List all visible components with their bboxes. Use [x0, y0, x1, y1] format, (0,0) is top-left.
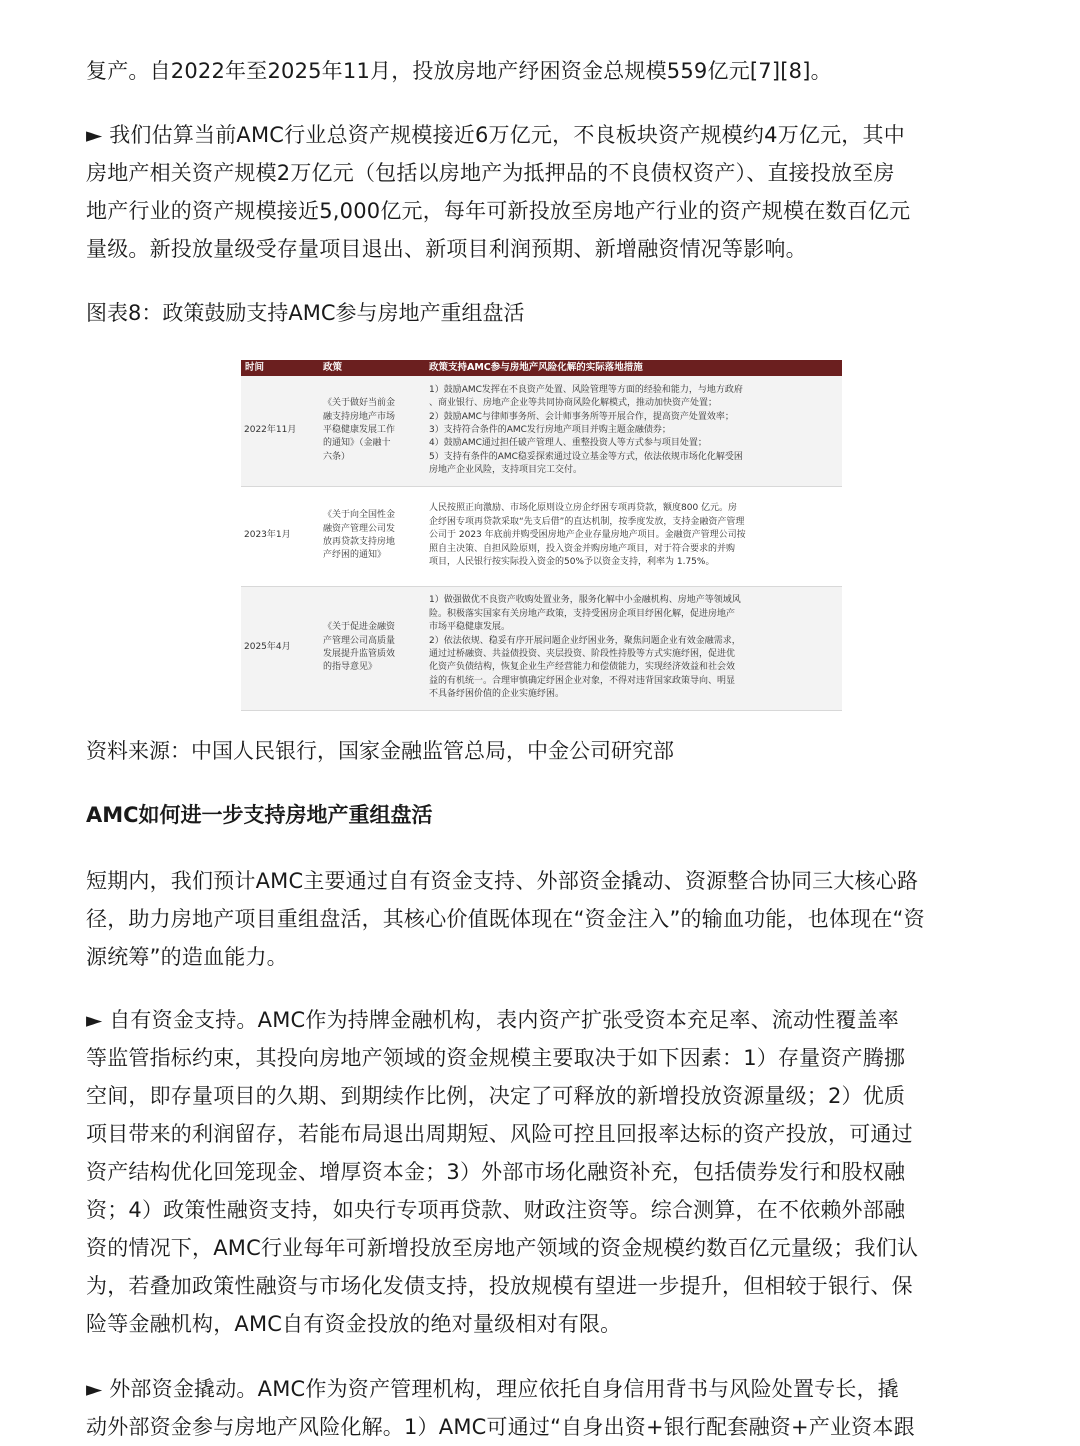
source-note: 资料来源：中国人民银行，国家金融监管总局，中金公司研究部 [86, 739, 674, 763]
cell-measures [425, 376, 842, 486]
paragraph-line: 径，助力房地产项目重组盘活，其核心价值既体现在“资金注入”的输血功能，也体现在“资 [86, 907, 925, 931]
measure-line: 、商业银行、房地产企业等共同协商风险化解模式，推动加快资产处置； [429, 398, 718, 409]
paragraph-line: 为，若叠加政策性融资与市场化发债支持，投放规模有望进一步提升，但相较于银行、保 [86, 1274, 913, 1298]
policy-line: 的指导意见》 [323, 662, 378, 673]
table-row [241, 376, 842, 486]
cell-measures [425, 586, 842, 710]
measure-line: 企纾困专项再贷款采取“先支后借”的直达机制，按季度发放，支持金融资产管理 [429, 516, 745, 527]
measure-line: 人民按照正向激励、市场化原则设立房企纾困专项再贷款，额度800 亿元。房 [429, 503, 738, 514]
policy-line: 融支持房地产市场 [323, 411, 396, 422]
policy-line: 六条） [323, 451, 351, 462]
measure-line: 险。积极落实国家有关房地产政策，支持受困房企项目纾困化解，促进房地产 [429, 608, 736, 619]
table-row [241, 486, 842, 586]
paragraph-external-funds [86, 1370, 915, 1446]
policy-line: 的通知》（金融十 [323, 438, 391, 449]
cell-time: 2022年11月 [241, 376, 319, 486]
measure-line: 3）支持符合条件的AMC发行房地产项目并购主题金融债券； [429, 425, 671, 436]
policy-line: 平稳健康发展工作 [323, 425, 396, 436]
table-header-row [241, 360, 842, 376]
measure-line: 不具备纾困价值的企业实施纾困。 [429, 689, 565, 700]
cell-policy [319, 586, 425, 710]
section-heading: AMC如何进一步支持房地产重组盘活 [86, 803, 433, 827]
policy-line: 融资产管理公司发 [323, 523, 396, 534]
paragraph-short-term [86, 862, 925, 976]
measure-line: 2）鼓励AMC与律师事务所、会计师事务所等开展合作，提高资产处置效率； [429, 411, 734, 422]
paragraph-line: 等监管指标约束，其投向房地产领域的资金规模主要取决于如下因素：1）存量资产腾挪 [86, 1046, 906, 1070]
measure-line: 益的有机统一。合理审慎确定纾困企业对象，不得对违背国家政策导向、明显 [429, 675, 736, 686]
cell-time: 2025年4月 [241, 586, 319, 710]
paragraph-line: 短期内，我们预计AMC主要通过自有资金支持、外部资金撬动、资源整合协同三大核心路 [86, 869, 919, 893]
policy-table [241, 360, 842, 711]
policy-line: 放再贷款支持房地 [323, 537, 396, 547]
header-time: 时间 [241, 360, 319, 376]
paragraph-line: 动外部资金参与房地产风险化解。1）AMC可通过“自身出资+银行配套融资+产业资本跟 [86, 1415, 915, 1439]
table-row [241, 586, 842, 710]
cell-policy [319, 376, 425, 486]
paragraph-line: 房地产相关资产规模2万亿元（包括以房地产为抵押品的不良债权资产）、直接投放至房 [86, 161, 895, 185]
cell-policy [319, 486, 425, 586]
cell-measures [425, 486, 842, 586]
measure-line: 照自主决策、自担风险原则，投入资金并购房地产项目，对于符合要求的并购 [429, 543, 736, 554]
paragraph-line: 险等金融机构，AMC自有资金投放的绝对量级相对有限。 [86, 1312, 622, 1336]
paragraph-own-funds [86, 1001, 918, 1343]
measure-line: 1）做强做优不良资产收购处置业务，服务化解中小金融机构、房地产等领域风 [429, 595, 741, 606]
measure-line: 1）鼓励AMC发挥在不良资产处置、风险管理等方面的经验和能力，与地方政府 [429, 384, 743, 395]
measure-line: 2）依法依规、稳妥有序开展问题企业纾困业务，聚焦问题企业有效金融需求， [429, 635, 741, 646]
header-measures: 政策支持AMC参与房地产风险化解的实际落地措施 [425, 360, 842, 376]
paragraph-line: 项目带来的利润留存，若能布局退出周期短、风险可控且回报率达标的资产投放，可通过 [86, 1122, 913, 1146]
paragraph-line: 源统筹”的造血能力。 [86, 945, 288, 969]
measure-line: 房地产企业风险，支持项目完工交付。 [429, 465, 583, 476]
measure-line: 市场平稳健康发展。 [429, 622, 511, 633]
paragraph-line: ► 我们估算当前AMC行业总资产规模接近6万亿元，不良板块资产规模约4万亿元，其中 [86, 123, 905, 147]
measure-line: 5）支持有条件的AMC稳妥探索通过设立基金等方式，依法依规市场化化解受困 [429, 451, 743, 462]
measure-line: 公司于 2023 年底前并购受困房地产企业存量房地产项目。金融资产管理公司按 [429, 530, 746, 541]
paragraph-line: 地产行业的资产规模接近5,000亿元，每年可新投放至房地产行业的资产规模在数百亿元 [86, 199, 911, 223]
policy-line: 《关于向全国性金 [323, 510, 396, 521]
paragraph-line: ► 外部资金撬动。AMC作为资产管理机构，理应依托自身信用背书与风险处置专长，撬 [86, 1377, 899, 1401]
measure-line: 4）鼓励AMC通过担任破产管理人、重整投资人等方式参与项目处置； [429, 438, 707, 449]
figure-caption: 图表8：政策鼓励支持AMC参与房地产重组盘活 [86, 301, 525, 325]
header-policy: 政策 [319, 360, 425, 376]
paragraph-amc-estimate [86, 116, 910, 268]
measure-line: 通过过桥融资、共益债投资、夹层投资、阶段性持股等方式实施纾困，促进优 [429, 649, 736, 659]
paragraph-line: 资的情况下，AMC行业每年可新增投放至房地产领域的资金规模约数百亿元量级；我们认 [86, 1236, 919, 1260]
paragraph-intro-tail: 复产。自2022年至2025年11月，投放房地产纾困资金总规模559亿元[7][8]。 [86, 59, 832, 83]
policy-line: 《关于促进金融资 [323, 622, 396, 633]
paragraph-line: 资产结构优化回笼现金、增厚资本金；3）外部市场化融资补充，包括债券发行和股权融 [86, 1160, 906, 1184]
paragraph-line: 空间，即存量项目的久期、到期续作比例，决定了可释放的新增投放资源量级；2）优质 [86, 1084, 906, 1108]
measure-line: 化资产负债结构，恢复企业生产经营能力和偿债能力，实现经济效益和社会效 [429, 662, 736, 673]
cell-time: 2023年1月 [241, 486, 319, 586]
paragraph-line: 资；4）政策性融资支持，如央行专项再贷款、财政注资等。综合测算，在不依赖外部融 [86, 1198, 906, 1222]
paragraph-line: ► 自有资金支持。AMC作为持牌金融机构，表内资产扩张受资本充足率、流动性覆盖率 [86, 1008, 899, 1032]
policy-line: 《关于做好当前金 [323, 398, 396, 409]
measure-line: 项目，人民银行按实际投入资金的50%予以资金支持，利率为 1.75%。 [429, 557, 715, 568]
policy-line: 产管理公司高质量 [323, 635, 396, 646]
paragraph-line: 量级。新投放量级受存量项目退出、新项目利润预期、新增融资情况等影响。 [86, 237, 807, 261]
policy-line: 产纾困的通知》 [323, 550, 387, 561]
policy-line: 发展提升监管质效 [323, 649, 396, 659]
